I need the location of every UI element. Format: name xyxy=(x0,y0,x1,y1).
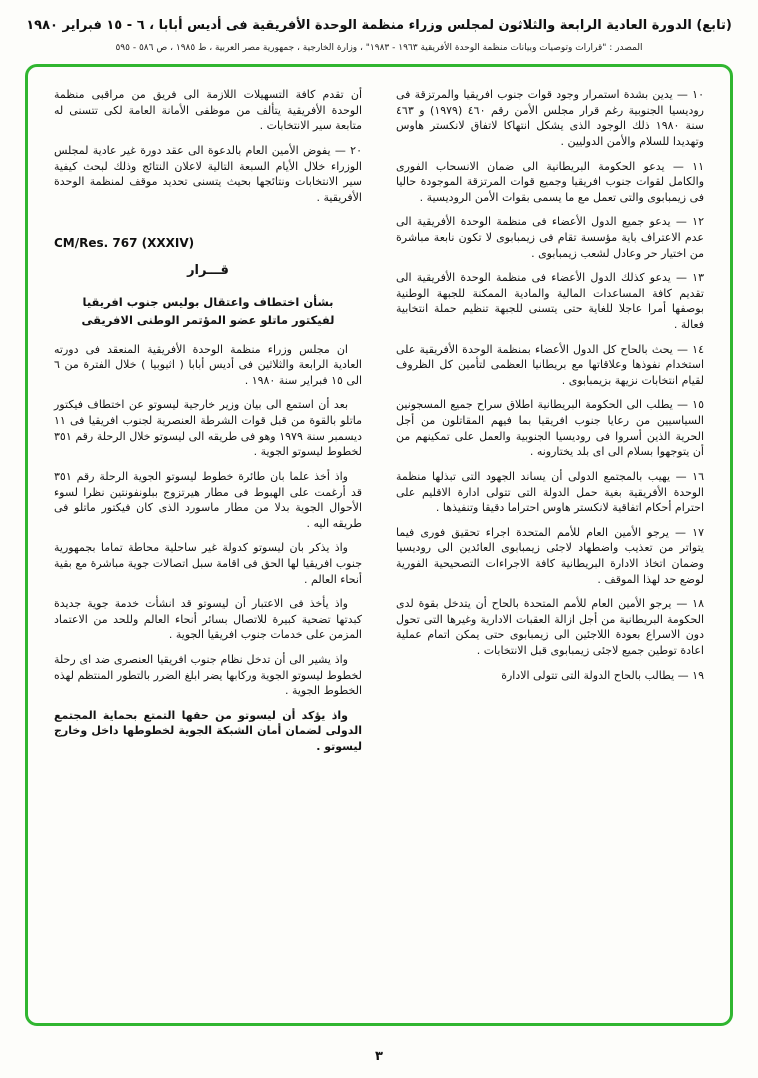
document-source-line: المصدر : "قرارات وتوصيات وبيانات منظمة الوحدة الأفريقية ١٩٦٣ - ١٩٨٣" ، وزارة الخارجية ، جمهورية مصر العربية ، ط ١٩٨٥ ، ص ٥٨٦ - ٥٩٥ xyxy=(115,42,643,53)
preambular-paragraph-3: واذ أخذ علما بان طائرة خطوط ليسوتو الجوية الرحلة رقم ٣٥١ قد أرغمت على الهبوط فى مطار هيرتزوج ببلونفونتين نظرا لسوء الأحوال الجوية بدلا من مطار ماسورد الذى كان فيكتور ماتلو فى طريقه اليه . xyxy=(54,469,362,530)
operative-paragraph-16: ١٦ — يهيب بالمجتمع الدولى أن يساند الجهود التى تبذلها منظمة الوحدة الأفريقية بغية حمل الدولة التى تتولى ادارة الاقليم على احترام أحكام اتفاقية لانكستر هاوس احتراما دقيقا وتنفيذها . xyxy=(396,469,704,515)
preambular-paragraph-1: ان مجلس وزراء منظمة الوحدة الأفريقية المنعقد فى دورته العادية الرابعة والثلاثين فى أديس أبابا ( اثيوبيا ) خلال الفترة من ٦ الى ١٥ فبراير سنة ١٩٨٠ . xyxy=(54,342,362,387)
operative-paragraph-15: ١٥ — يطلب الى الحكومة البريطانية اطلاق سراح جميع المسجونين السياسيين من رعايا جنوب افريقيا بما فيهم المقاتلون من أجل الحرية الذين أسروا فى روديسيا الجنوبية والعمل على تمكينهم من أن يتوجهوا بسلام الى اى بلد يختارونه . xyxy=(396,398,704,459)
preambular-paragraph-6: واذ يشير الى أن تدخل نظام جنوب افريقيا العنصرى ضد اى رحلة لخطوط ليسوتو الجوية وركابها يضر ابلغ الضرر بالتطور المنتظم لهذه الخطوط الجوية . xyxy=(54,652,362,698)
column-right xyxy=(396,87,704,1009)
operative-paragraph-18: ١٨ — يرجو الأمين العام للأمم المتحدة بالحاح أن يتدخل بقوة لدى الحكومة البريطانية من أجل ازالة العقبات الادارية وغيرها التى تحول دون الاسراع بعودة اللاجئين الى زيمبابوى حتى يمكن اتمام عملية اعادة توطين جميع لاجئى زيمبابوى قبل الانتخابات . xyxy=(396,597,704,657)
operative-paragraph-14: ١٤ — يحث بالحاح كل الدول الأعضاء بمنظمة الوحدة الأفريقية على استخدام نفوذها وعلاقاتها مع بريطانيا العظمى لتأمين كل الظروف لقيام انتخابات نزيهة بزيمبابوى . xyxy=(396,342,704,387)
operative-paragraph-13: ١٣ — يدعو كذلك الدول الأعضاء فى منظمة الوحدة الأفريقية الى تقديم كافة المساعدات المالية والمادية الممكنة للجبهة الوطنية بوصفها أمرا عاجلا للغاية حتى يتسنى للجبهة تنظيم حملة انتخابية فعالة . xyxy=(396,271,704,332)
preambular-paragraph-4: واذ يذكر بان ليسوتو كدولة غير ساحلية محاطة تماما بجمهورية جنوب افريقيا لها الحق فى اقامة سبل اتصالات جوية مباشرة مع بقية أنحاء العالم . xyxy=(54,541,362,586)
preambular-paragraph-2: بعد أن استمع الى بيان وزير خارجية ليسوتو عن اختطاف فيكتور ماتلو بالقوة من قبل قوات الشرطة العنصرية لجنوب افريقيا فى ١١ ديسمبر سنة ١٩٧٩ وهو فى طريقه الى ليسوتو خلال الرحلة رقم ٣٥١ لخطوط ليسوتو الجوية . xyxy=(54,398,363,459)
operative-paragraph-19: ١٩ — يطالب بالحاح الدولة التى تتولى الادارة xyxy=(501,668,704,682)
preambular-paragraph-5: واذ يأخذ فى الاعتبار أن ليسوتو قد انشأت خدمة جوية جديدة كبدتها تضحية كبيرة للاتصال بسائر أنحاء العالم وللحد من الاعتماد المزمن على خدمات جنوب افريقيا الجوية . xyxy=(54,597,362,642)
operative-paragraph-11: ١١ — يدعو الحكومة البريطانية الى ضمان الانسحاب الفورى والكامل لقوات جنوب افريقيا وجميع قوات المرتزقة الموجودة حاليا فى زيمبابوى والتى تعمل مع ما يسمى بقوات الأمن الروديسية . xyxy=(396,159,704,204)
operative-paragraph-10: ١٠ — يدين بشدة استمرار وجود قوات جنوب افريقيا والمرتزقة فى روديسيا الجنوبية رغم قرار مجلس الأمن رقم ٤٦٠ (١٩٧٩) و ٤٦٣ سنة ١٩٨٠ ذلك الوجود الذى يشكل انتهاكا لاتفاق لانكستر هاوس وتهديدا للسلام والأمن الدوليين . xyxy=(396,88,704,148)
operative-paragraph-12: ١٢ — يدعو جميع الدول الأعضاء فى منظمة الوحدة الأفريقية الى عدم الاعتراف باية مؤسسة تقام فى زيمبابوى لا تكون نابعة مباشرة من اختيار حر وعادل لشعب زيمبابوى . xyxy=(396,215,704,260)
green-content-frame xyxy=(25,64,733,1026)
resolution-reference: CM/Res. 767 (XXXIV) xyxy=(54,236,195,251)
document-header-title: (تابع) الدورة العادية الرابعة والثلاثون لمجلس وزراء منظمة الوحدة الأفريقية فى أديس أبابا ، ٦ - ١٥ فبراير ١٩٨٠ xyxy=(26,18,732,33)
resolution-title-line1: بشأن اختطاف واعتقال بوليس جنوب افريقيا xyxy=(82,294,334,309)
column-left xyxy=(54,87,362,1009)
operative-paragraph-17: ١٧ — يرجو الأمين العام للأمم المتحدة اجراء تحقيق فورى فيما يتواتر من تعذيب واضطهاد لاجئى زيمبابوى العائدين الى روديسيا وضمان اتخاذ الادارة البريطانية كافة الاجراءات التصحيحية الفورية لوضع حد لهذا الموقف . xyxy=(396,525,704,586)
operative-paragraph-19-continuation: أن تقدم كافة التسهيلات اللازمة الى فريق من مراقبى منظمة الوحدة الأفريقية يتألف من موظفى الأمانة العامة لكى تتسنى له متابعة سير الانتخابات . xyxy=(54,88,362,133)
resolution-title-line2: لفيكتور ماتلو عضو المؤتمر الوطنى الافريقى xyxy=(81,313,335,328)
operative-paragraph-20: ٢٠ — يفوض الأمين العام بالدعوة الى عقد دورة غير عادية لمجلس الوزراء خلال الأيام السبعة التالية لاعلان النتائج وذلك لبحث كيفية سير الانتخابات ونتائجها بحيث يتسنى تحديد موقف لمنظمة الوحدة الأفريقية . xyxy=(54,143,362,204)
page-number: ٣ xyxy=(375,1049,383,1064)
preambular-paragraph-7: واذ يؤكد أن ليسوتو من حقها التمتع بحماية المجتمع الدولى لضمان أمان الشبكة الجوية لخطوطها داخل وخارج ليسوتو . xyxy=(54,708,362,754)
resolution-heading: قـــرار xyxy=(187,263,229,279)
